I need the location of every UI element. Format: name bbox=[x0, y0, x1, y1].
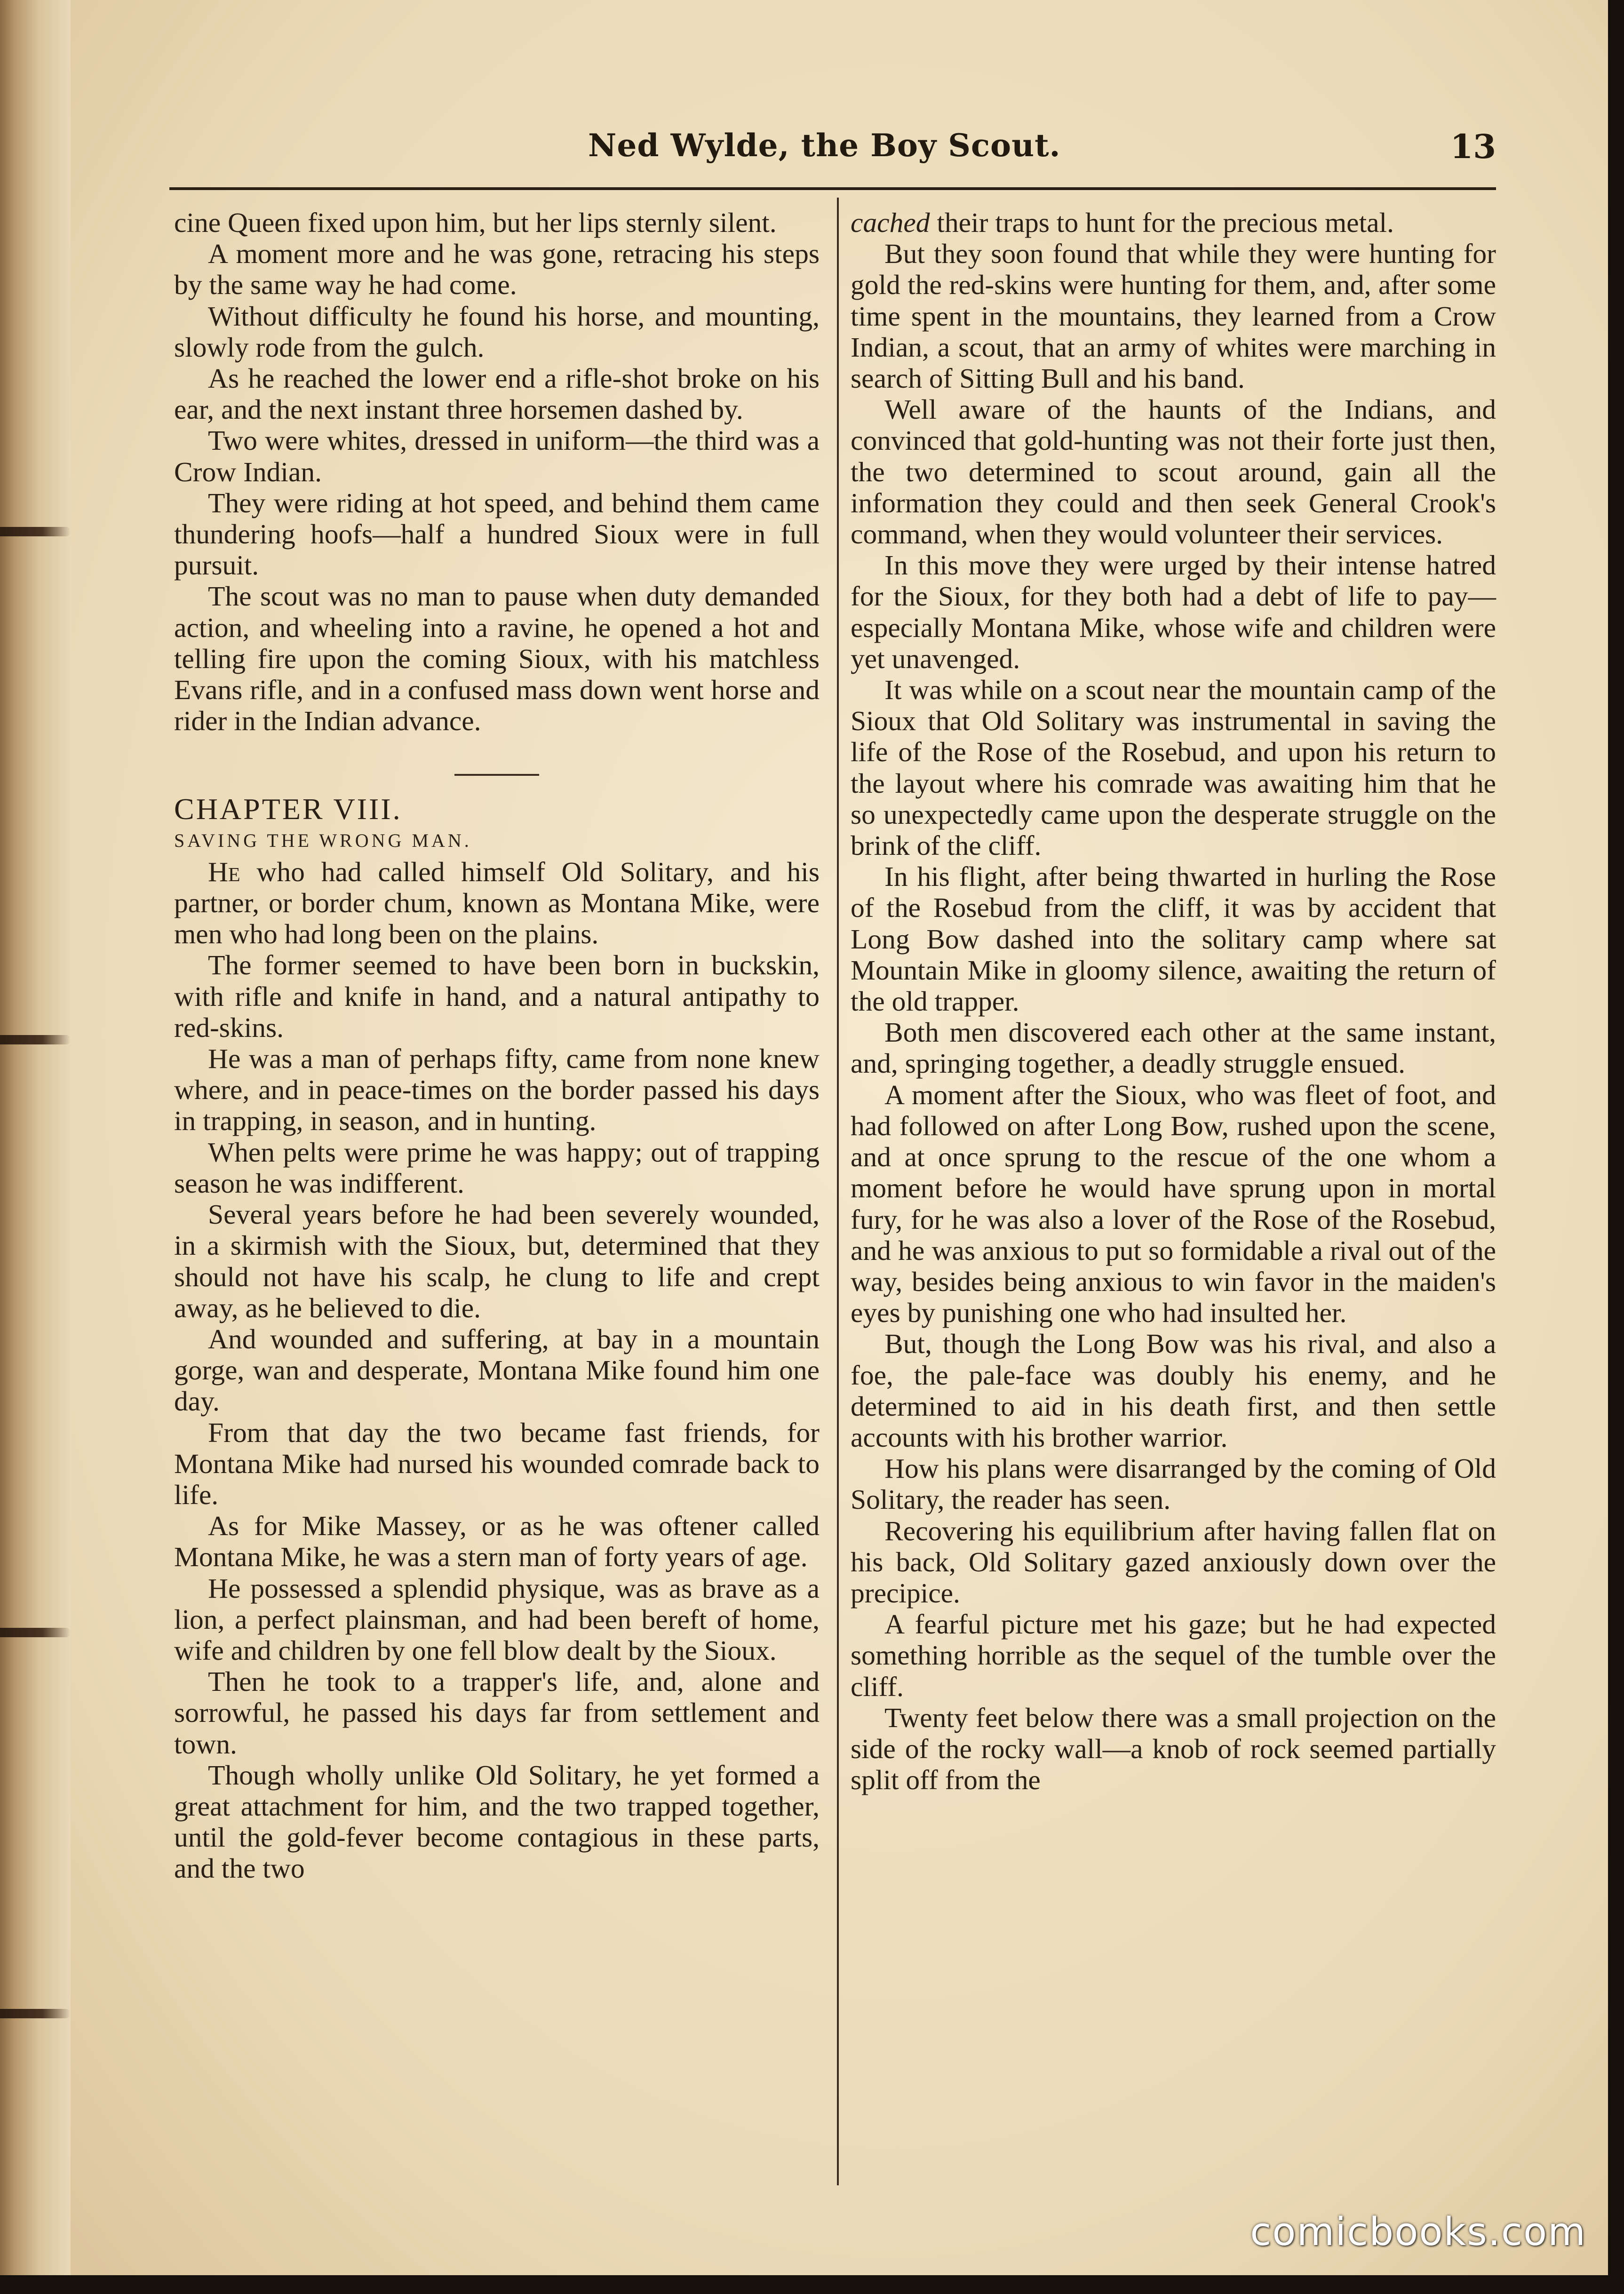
binding-staple bbox=[0, 527, 71, 536]
paragraph: The scout was no man to pause when duty demanded action, and wheeling into a ravine, he opened a hot and telling fire upon the coming Sioux, with his matchless Evans rifle, and in a confused mass down went horse and rider in the Indian advance. bbox=[174, 581, 820, 737]
paragraph: They were riding at hot speed, and behind them came thundering hoofs—half a hundred Sioux were in full pursuit. bbox=[174, 487, 820, 581]
site-watermark: comicbooks.com bbox=[1250, 2210, 1586, 2254]
paragraph: Both men discovered each other at the same instant, and, springing together, a deadly struggle ensued. bbox=[851, 1017, 1496, 1079]
left-column bbox=[174, 207, 820, 1884]
page-header bbox=[169, 118, 1496, 179]
paragraph: Several years before he had been severely wounded, in a skirmish with the Sioux, but, determined that they should not have his scalp, he clung to life and crept away, as he believed to die. bbox=[174, 1199, 820, 1323]
continued-paragraph bbox=[851, 207, 1496, 238]
paragraph: And wounded and suffering, at bay in a mountain gorge, wan and desperate, Montana Mike found him one day. bbox=[174, 1323, 820, 1417]
paragraph: But, though the Long Bow was his rival, and also a foe, the pale-face was doubly his enemy, and he determined to aid in his death first, and then settle accounts with his brother warrior. bbox=[851, 1328, 1496, 1453]
chapter-opening-paragraph bbox=[174, 856, 820, 950]
paragraph: As he reached the lower end a rifle-shot broke on his ear, and the next instant three horsemen dashed by. bbox=[174, 363, 820, 425]
binding-staple bbox=[0, 1628, 71, 1637]
page-number: 13 bbox=[1450, 127, 1496, 166]
paragraph: He possessed a splendid physique, was as brave as a lion, a perfect plainsman, and had been bereft of home, wife and children by one fell blow dealt by the Sioux. bbox=[174, 1572, 820, 1666]
running-head: Ned Wylde, the Boy Scout. bbox=[588, 127, 1061, 164]
column-divider bbox=[837, 198, 839, 2185]
paragraph: Recovering his equilibrium after having fallen flat on his back, Old Solitary gazed anxiously down over the precipice. bbox=[851, 1515, 1496, 1609]
binding-edge bbox=[0, 0, 71, 2294]
paragraph: He was a man of perhaps fifty, came from none knew where, and in peace-times on the border passed his days in trapping, in season, and in hunting. bbox=[174, 1043, 820, 1137]
binding-staple bbox=[0, 1035, 71, 1044]
paragraph: A moment more and he was gone, retracing his steps by the same way he had come. bbox=[174, 238, 820, 301]
page-edge-bottom bbox=[0, 2275, 1624, 2294]
paragraph: In his flight, after being thwarted in hurling the Rose of the Rosebud from the cliff, it was by accident that Long Bow dashed into the solitary camp where sat Mountain Mike in gloomy silence, awaiting the return of the old trapper. bbox=[851, 861, 1496, 1017]
paragraph-text: their traps to hunt for the precious metal. bbox=[930, 207, 1394, 238]
paragraph: Two were whites, dressed in uniform—the third was a Crow Indian. bbox=[174, 425, 820, 487]
paragraph: A fearful picture met his gaze; but he had expected something horrible as the sequel of the tumble over the cliff. bbox=[851, 1609, 1496, 1702]
page-edge-right bbox=[1608, 0, 1624, 2294]
paragraph: In this move they were urged by their intense hatred for the Sioux, for they both had a debt of life to pay—especially Montana Mike, whose wife and children were yet unavenged. bbox=[851, 550, 1496, 674]
paragraph: As for Mike Massey, or as he was oftener called Montana Mike, he was a stern man of forty years of age. bbox=[174, 1510, 820, 1573]
paragraph: Though wholly unlike Old Solitary, he yet formed a great attachment for him, and the two trapped together, until the gold-fever become contagious in these parts, and the two bbox=[174, 1759, 820, 1884]
paragraph: Without difficulty he found his horse, and mounting, slowly rode from the gulch. bbox=[174, 300, 820, 363]
chapter-separator bbox=[454, 774, 539, 776]
paragraph: A moment after the Sioux, who was fleet of foot, and had followed on after Long Bow, rushed upon the scene, and at once sprung to the rescue of the one whom a moment before he would have sprung upon in mortal fury, for he was also a lover of the Rose of the Rosebud, and he was anxious to put so formidable a rival out of the way, besides being anxious to win favor in the maiden's eyes by punishing one who had insulted her. bbox=[851, 1079, 1496, 1329]
drop-lead-word: He bbox=[208, 856, 240, 887]
chapter-subtitle: SAVING THE WRONG MAN. bbox=[174, 829, 472, 851]
paragraph: From that day the two became fast friends, for Montana Mike had nursed his wounded comrade back to life. bbox=[174, 1417, 820, 1510]
header-rule bbox=[169, 187, 1496, 190]
paragraph: It was while on a scout near the mountain camp of the Sioux that Old Solitary was instrumental in saving the life of the Rose of the Rosebud, and upon his return to the layout where his comrade was awaiting him that he so unexpectedly came upon the desperate struggle on the brink of the cliff. bbox=[851, 674, 1496, 861]
paragraph: When pelts were prime he was happy; out of trapping season he was indifferent. bbox=[174, 1136, 820, 1199]
paragraph-text: who had called himself Old Solitary, and his partner, or border chum, known as Montana Mike, were men who had long been on the plains. bbox=[174, 856, 820, 950]
paragraph: The former seemed to have been born in buckskin, with rifle and knife in hand, and a natural antipathy to red-skins. bbox=[174, 949, 820, 1043]
paragraph: Well aware of the haunts of the Indians, and convinced that gold-hunting was not their forte just then, the two determined to scout around, gain all the information they could and then seek General Crook's command, when they would volunteer their services. bbox=[851, 394, 1496, 550]
chapter-title: CHAPTER VIII. bbox=[174, 792, 402, 826]
paragraph: Twenty feet below there was a small projection on the side of the rocky wall—a knob of rock seemed partially split off from the bbox=[851, 1702, 1496, 1796]
paragraph: But they soon found that while they were hunting for gold the red-skins were hunting for them, and, after some time spent in the mountains, they learned from a Crow Indian, a scout, that an army of whites were marching in search of Sitting Bull and his band. bbox=[851, 238, 1496, 394]
binding-staple bbox=[0, 2009, 71, 2018]
italic-word: cached bbox=[851, 207, 930, 238]
paragraph: Then he took to a trapper's life, and, alone and sorrowful, he passed his days far from settlement and town. bbox=[174, 1666, 820, 1760]
right-column bbox=[851, 207, 1496, 1795]
paragraph: cine Queen fixed upon him, but her lips sternly silent. bbox=[174, 207, 777, 238]
paragraph: How his plans were disarranged by the coming of Old Solitary, the reader has seen. bbox=[851, 1453, 1496, 1515]
